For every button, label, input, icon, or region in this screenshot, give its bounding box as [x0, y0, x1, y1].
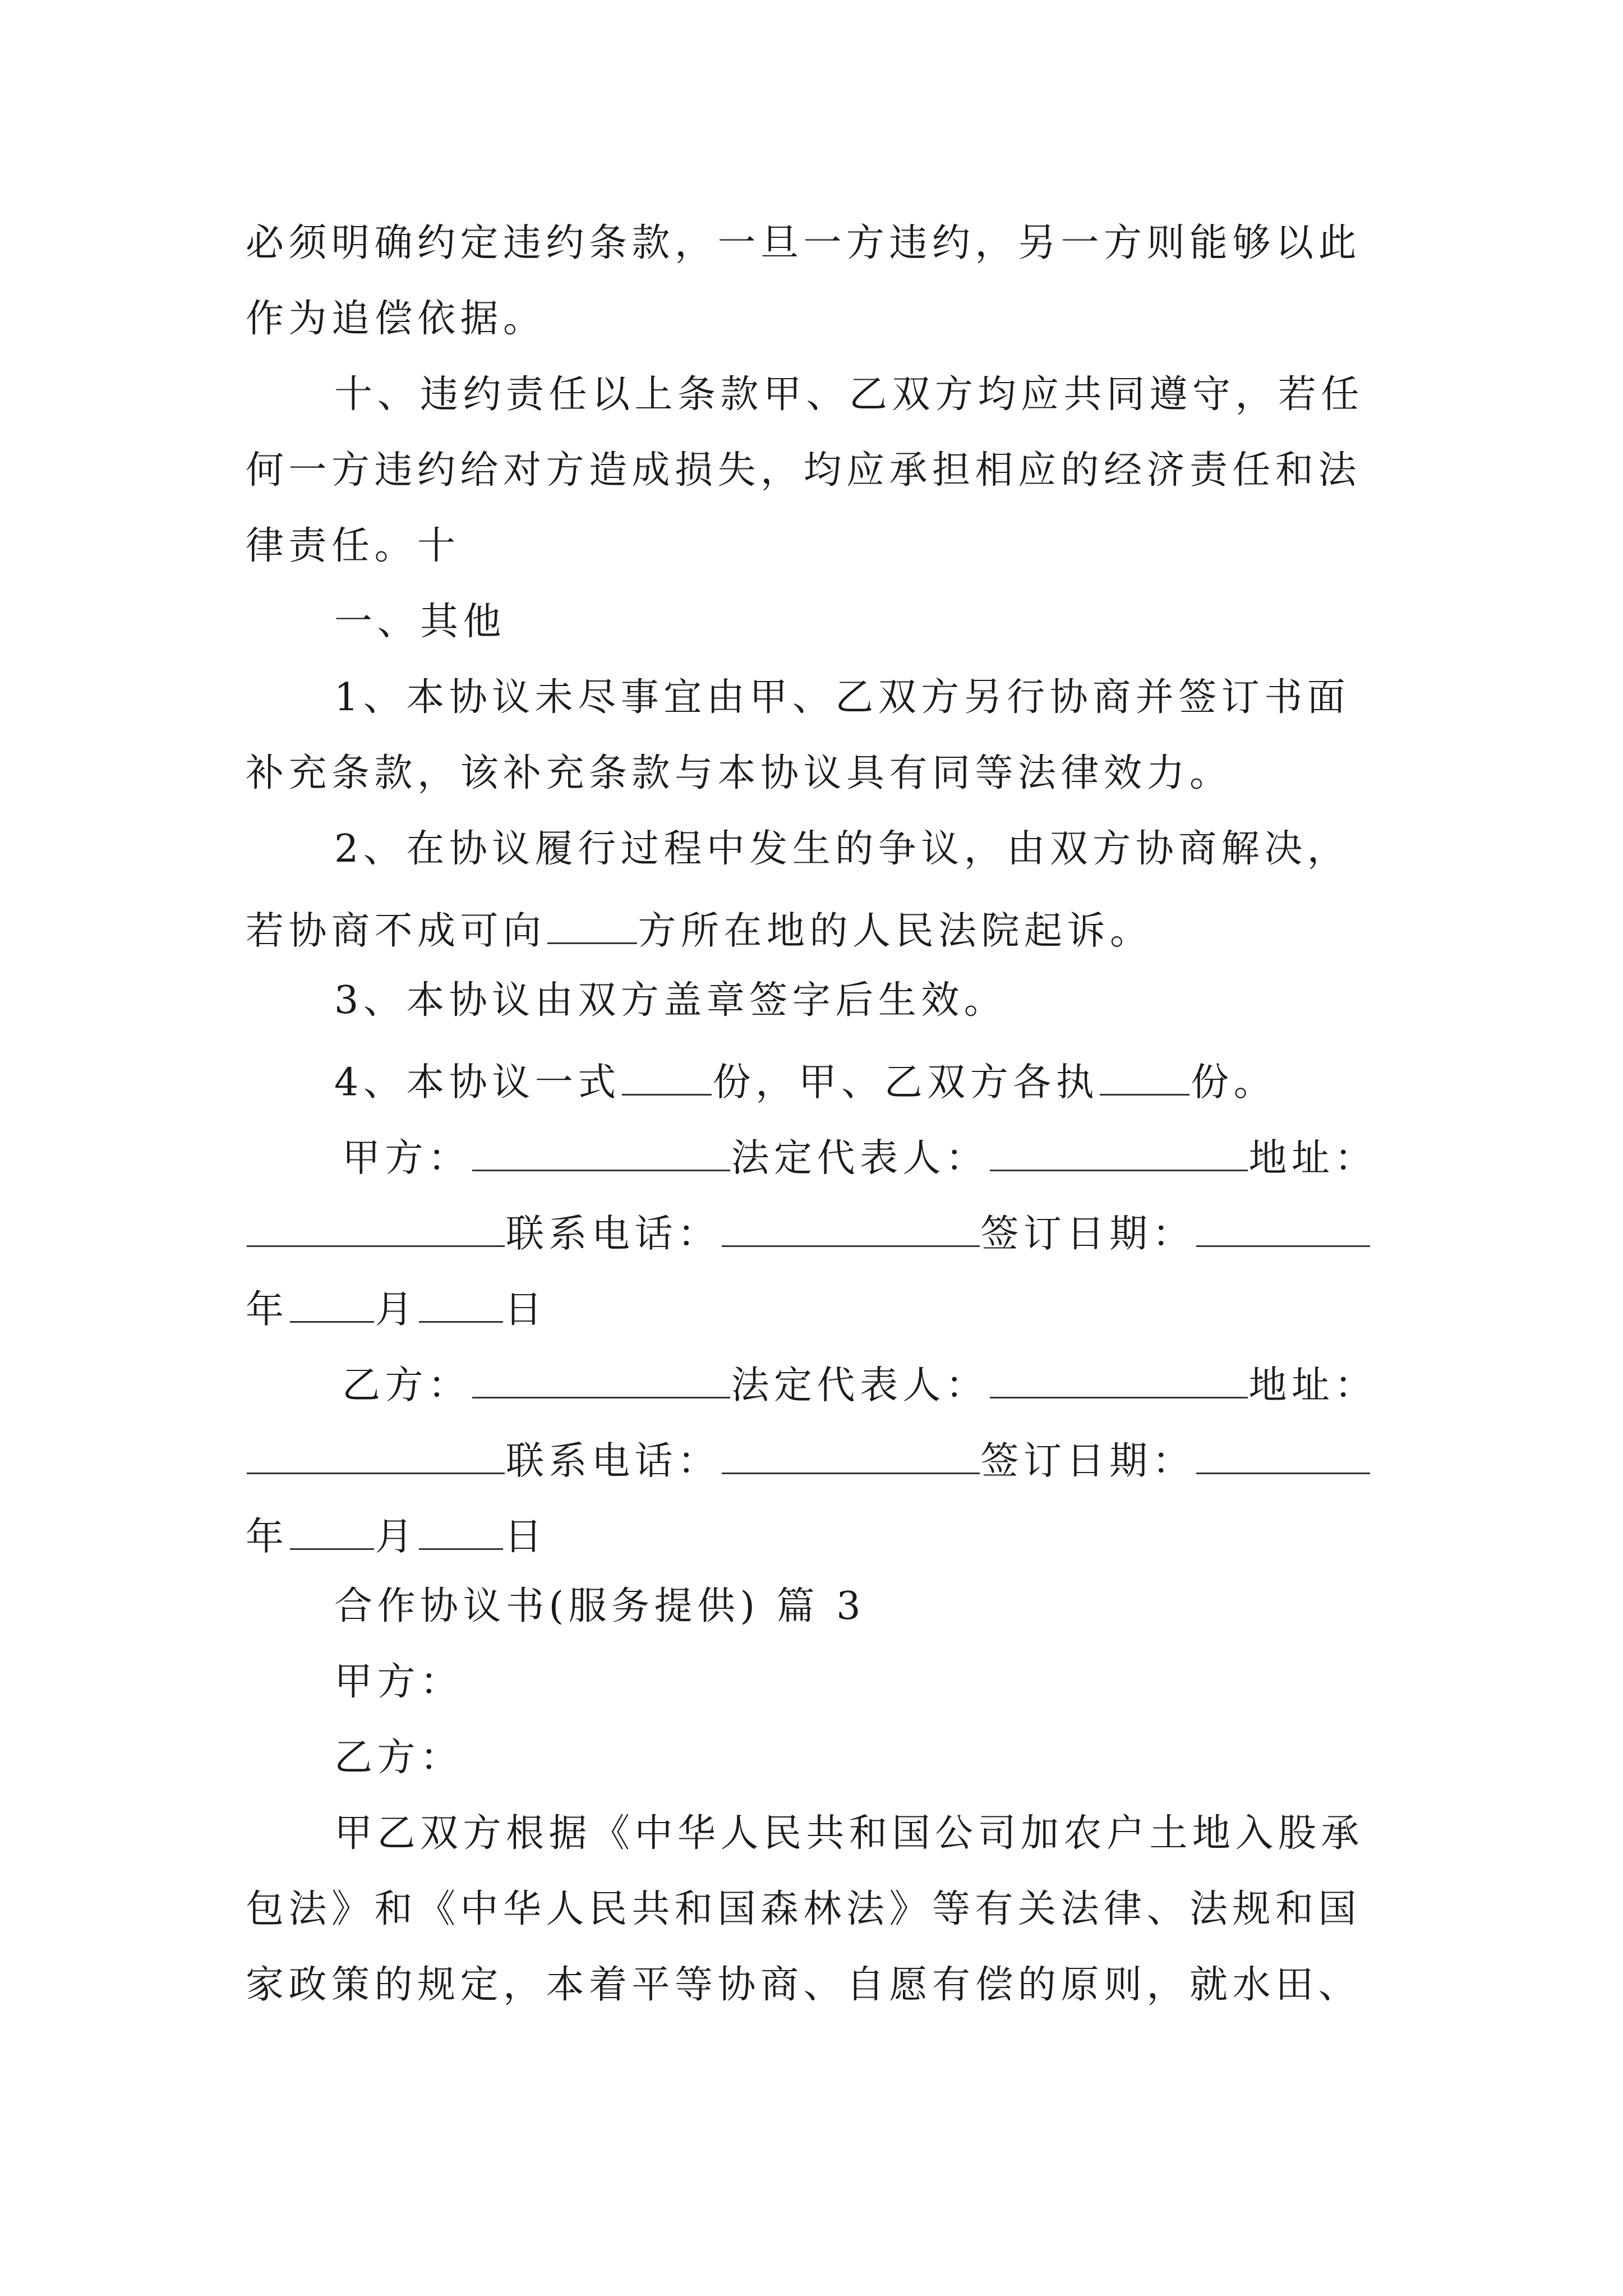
text-line: 作为追偿依据。 [246, 297, 546, 341]
party-b-contact-line [246, 1436, 1371, 1484]
day-label: 日 [504, 1515, 547, 1559]
fill-in-blank [247, 1436, 505, 1474]
fill-in-blank [419, 1285, 503, 1323]
clause-1: 1、本协议未尽事宜由甲、乙双方另行协商并签订书面 [334, 675, 1350, 720]
text-segment: 方所在地的人民法院起诉。 [638, 909, 1153, 954]
party-a-contact-line [246, 1209, 1371, 1257]
year-label: 年 [246, 1287, 289, 1332]
text-line: 何一方违约给对方造成损失，均应承担相应的经济责任和法 [246, 448, 1362, 493]
party-b-line [342, 1360, 1378, 1408]
sign-date-label: 签订日期： [980, 1439, 1196, 1484]
clause-3: 3、本协议由双方盖章签字后生效。 [334, 978, 1007, 1023]
fill-in-blank [722, 1209, 980, 1247]
fill-in-blank [290, 1512, 374, 1550]
text-line [246, 906, 1153, 954]
party-a-header: 甲方： [334, 1660, 463, 1704]
month-label: 月 [375, 1515, 418, 1559]
fill-in-blank [622, 1057, 712, 1096]
fill-in-blank [1196, 1209, 1370, 1247]
party-b-label: 乙方： [342, 1363, 471, 1408]
day-label: 日 [504, 1287, 547, 1332]
party-b-date-line [246, 1512, 547, 1557]
fill-in-blank [1100, 1057, 1189, 1096]
fill-in-blank [247, 1209, 505, 1247]
fill-in-blank [547, 906, 637, 944]
sign-date-label: 签订日期： [980, 1212, 1196, 1257]
address-label: 地址： [1248, 1136, 1378, 1181]
clause-2: 2、在协议履行过程中发生的争议，由双方协商解决， [334, 827, 1350, 871]
text-line: 甲乙双方根据《中华人民共和国公司加农户土地入股承 [334, 1811, 1364, 1856]
text-line: 包法》和《中华人民共和国森林法》等有关法律、法规和国 [246, 1887, 1362, 1931]
fill-in-blank [990, 1360, 1248, 1398]
section-other-heading: 一、其他 [334, 600, 506, 644]
text-line: 必须明确约定违约条款，一旦一方违约，另一方则能够以此 [246, 221, 1362, 265]
party-a-line [342, 1133, 1378, 1181]
legal-rep-label: 法定代表人： [731, 1363, 989, 1408]
month-label: 月 [375, 1287, 418, 1332]
legal-rep-label: 法定代表人： [731, 1136, 989, 1181]
fill-in-blank [722, 1436, 980, 1474]
party-a-date-line [246, 1285, 547, 1332]
party-b-header: 乙方： [334, 1736, 463, 1780]
phone-label: 联系电话： [506, 1212, 721, 1257]
text-segment: 若协商不成可向 [246, 909, 546, 954]
fill-in-blank [472, 1360, 730, 1398]
address-label: 地址： [1248, 1363, 1378, 1408]
text-line: 家政策的规定，本着平等协商、自愿有偿的原则，就水田、 [246, 1963, 1362, 2007]
fill-in-blank [1196, 1436, 1370, 1474]
text-line: 补充条款，该补充条款与本协议具有同等法律效力。 [246, 751, 1233, 795]
fill-in-blank [419, 1512, 503, 1550]
year-label: 年 [246, 1515, 289, 1559]
article-title: 合作协议书(服务提供) 篇 3 [334, 1584, 866, 1628]
text-segment: 4、本协议一式 [334, 1060, 621, 1105]
fill-in-blank [290, 1285, 374, 1323]
clause-4 [334, 1057, 1277, 1105]
text-segment: 份。 [1191, 1060, 1277, 1105]
section-ten-heading: 十、违约责任以上条款甲、乙双方均应共同遵守，若任 [334, 372, 1364, 417]
text-segment: 份，甲、乙双方各执 [712, 1060, 1099, 1105]
fill-in-blank [472, 1133, 730, 1171]
text-line: 律责任。十 [246, 524, 460, 568]
fill-in-blank [990, 1133, 1248, 1171]
phone-label: 联系电话： [506, 1439, 721, 1484]
party-a-label: 甲方： [342, 1136, 471, 1181]
